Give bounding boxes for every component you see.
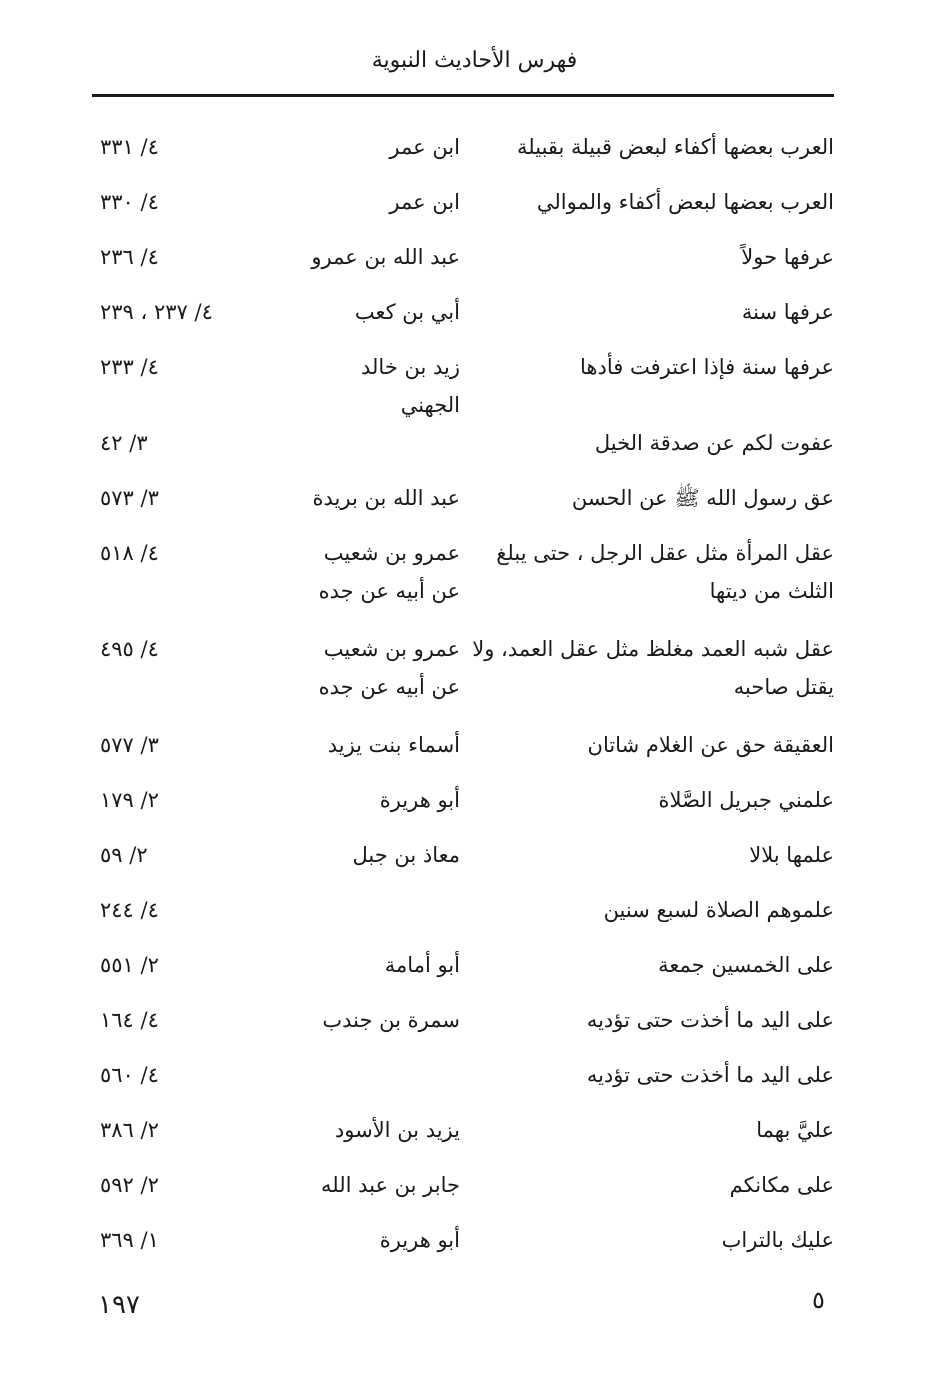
hadith-text: علموهم الصلاة لسبع سنين [603,898,834,922]
index-entry [92,1001,834,1056]
ref-text: ٤/ ٤٩٥ [100,637,159,661]
ref-text: ٣/ ٤٢ [100,431,148,455]
volume-page-ref [100,891,310,929]
hadith-text: عق رسول الله ﷺ عن الحسن [571,486,834,510]
narrator-name: أبو هريرة [379,788,460,812]
page-header-title: فهرس الأحاديث النبوية [371,48,578,73]
ref-text: ٢/ ٥٥١ [100,953,159,977]
hadith-index-list [92,128,834,1276]
volume-page-ref [100,183,310,221]
volume-page-ref [100,348,310,386]
narrator-name: أبو أمامة [384,953,460,977]
index-entry [92,183,834,238]
hadith-text: عليَّ بهما [756,1118,834,1142]
hadith-text: عليك بالتراب [721,1228,834,1252]
ref-text: ٣/ ٥٧٣ [100,486,159,510]
ref-text: ٤/ ٢٣٧ ، ٢٣٩ [100,300,213,324]
hadith-text: عفوت لكم عن صدقة الخيل [594,431,834,455]
ref-text: ٢/ ٥٩٢ [100,1173,159,1197]
narrator-name: أبو هريرة [379,1228,460,1252]
ref-text: ٤/ ٢٣٦ [100,245,159,269]
volume-page-ref [100,1221,310,1259]
volume-page-ref [100,836,310,874]
hadith-text: عرفها حولاً [741,245,834,269]
hadith-text: عرفها سنة فإذا اعترفت فأدها [580,355,834,379]
narrator-name: عمرو بن شعيب عن أبيه عن جده [318,541,460,603]
narrator-name: زيد بن خالد الجهني [361,355,460,417]
volume-page-ref [100,238,310,276]
hadith-text: على اليد ما أخذت حتى تؤديه [586,1008,834,1032]
narrator-name: جابر بن عبد الله [320,1173,460,1197]
narrator-name: عبد الله بن بريدة [312,486,460,510]
volume-page-ref [100,1166,310,1204]
ref-text: ٤/ ١٦٤ [100,1008,159,1032]
volume-page-ref [100,1111,310,1149]
hadith-text: على اليد ما أخذت حتى تؤديه [586,1063,834,1087]
ref-text: ٢/ ٥٩ [100,843,148,867]
ref-text: ١/ ٣٦٩ [100,1228,159,1252]
header-rule [92,94,834,97]
narrator-name: معاذ بن جبل [352,843,460,867]
index-entry [92,781,834,836]
volume-page-ref [100,726,310,764]
ref-text: ٤/ ٢٣٣ [100,355,159,379]
index-entry [92,1221,834,1276]
index-entry [92,726,834,781]
hadith-text: العقيقة حق عن الغلام شاتان [587,733,834,757]
volume-page-ref [100,630,310,668]
hadith-text: علمها بلالا [749,843,834,867]
volume-page-ref [100,128,310,166]
volume-page-ref [100,781,310,819]
index-entry [92,946,834,1001]
index-entry [92,128,834,183]
volume-page-ref [100,424,310,462]
index-entry [92,238,834,293]
narrator-name: أبي بن كعب [354,300,460,324]
hadith-text: العرب بعضها أكفاء لبعض قبيلة بقبيلة [517,135,834,159]
index-entry [92,630,834,726]
narrator-name: ابن عمر [389,135,460,159]
hadith-text: عقل شبه العمد مغلظ مثل عقل العمد، ولا يقتل صاحبه [472,637,834,699]
ref-text: ٤/ ٢٤٤ [100,898,159,922]
narrator-name: ابن عمر [389,190,460,214]
index-entry [92,836,834,891]
ref-text: ٤/ ٣٣٠ [100,190,159,214]
hadith-text: على مكانكم [729,1173,834,1197]
index-entry [92,424,834,479]
index-entry [92,293,834,348]
index-entry [92,1166,834,1221]
ref-text: ٤/ ٥١٨ [100,541,159,565]
ref-text: ٤/ ٥٦٠ [100,1063,159,1087]
narrator-name: عمرو بن شعيب عن أبيه عن جده [318,637,460,699]
hadith-text: عقل المرأة مثل عقل الرجل ، حتى يبلغ الثلث من ديتها [496,541,834,603]
hadith-text: عرفها سنة [741,300,834,324]
narrator-name: يزيد بن الأسود [334,1118,460,1142]
volume-page-ref [100,479,310,517]
hadith-text: العرب بعضها لبعض أكفاء والموالي [536,190,834,214]
volume-page-ref [100,293,310,331]
ref-text: ٢/ ٣٨٦ [100,1118,159,1142]
index-entry [92,1056,834,1111]
index-entry [92,348,834,424]
volume-page-ref [100,1056,310,1094]
narrator-name: عبد الله بن عمرو [311,245,460,269]
volume-page-ref [100,946,310,984]
ref-text: ٢/ ١٧٩ [100,788,159,812]
hadith-text: علمني جبريل الصَّلاة [658,788,834,812]
hadith-text: على الخمسين جمعة [658,953,834,977]
index-entry [92,534,834,630]
ref-text: ٣/ ٥٧٧ [100,733,159,757]
signature-mark: ٥ [812,1286,825,1314]
volume-page-ref [100,1001,310,1039]
ref-text: ٤/ ٣٣١ [100,135,159,159]
volume-page-ref [100,534,310,572]
page-number: ١٩٧ [98,1290,140,1320]
index-entry [92,891,834,946]
narrator-name: أسماء بنت يزيد [327,733,460,757]
index-entry [92,479,834,534]
index-entry [92,1111,834,1166]
narrator-name: سمرة بن جندب [322,1008,460,1032]
